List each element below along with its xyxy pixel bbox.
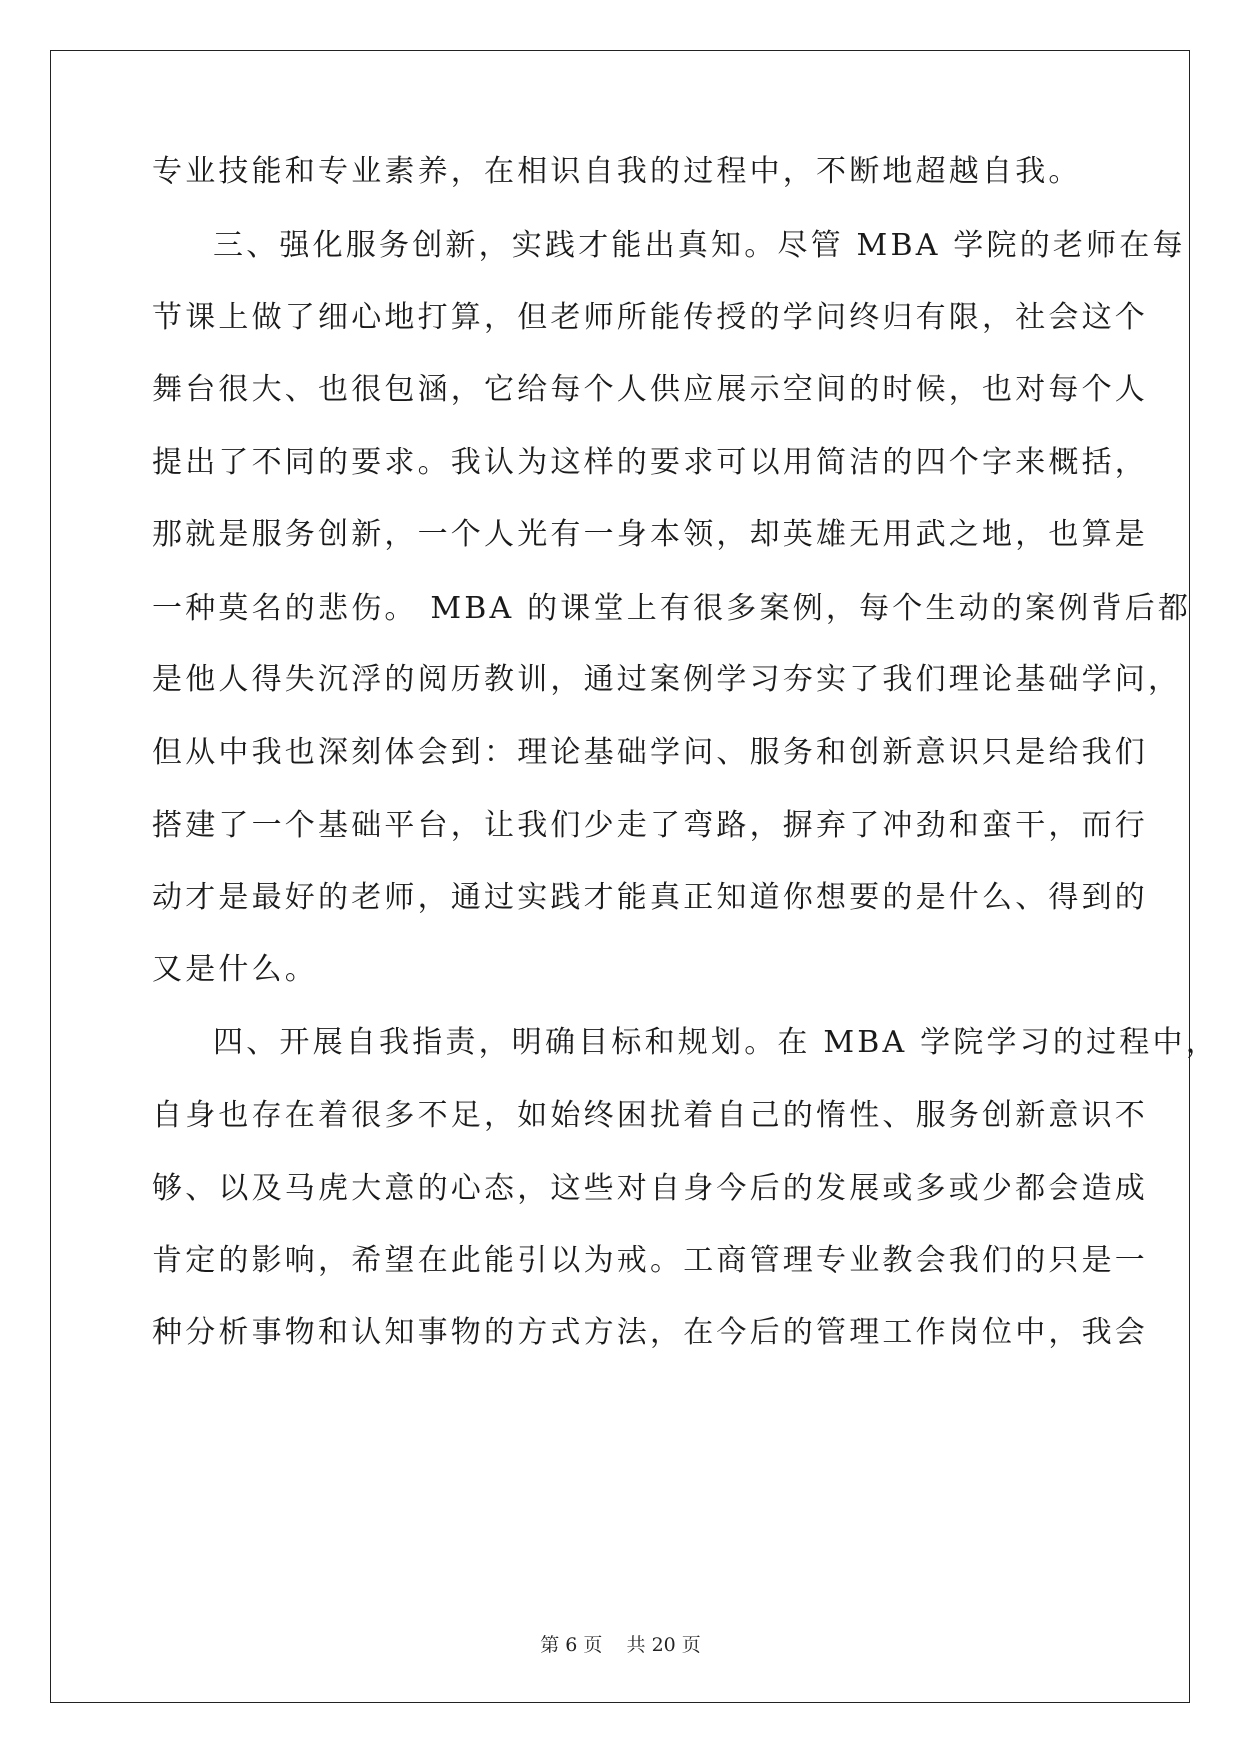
text-line: 提出了不同的要求。我认为这样的要求可以用简洁的四个字来概括， — [152, 445, 1148, 480]
paragraph-heading-4: 四、开展自我指责，明确目标和规划。在 MBA 学院学习的过程中， — [213, 1025, 1219, 1060]
text-line: 舞台很大、也很包涵，它给每个人供应展示空间的时候，也对每个人 — [152, 372, 1148, 407]
text-line: 一种莫名的悲伤。 MBA 的课堂上有很多案例，每个生动的案例背后都 — [152, 591, 1192, 626]
text-line: 自身也存在着很多不足，如始终困扰着自己的惰性、服务创新意识不 — [152, 1098, 1148, 1133]
text-line: 搭建了一个基础平台，让我们少走了弯路，摒弃了冲劲和蛮干，而行 — [152, 808, 1148, 843]
page-total: 共 20 页 — [626, 1634, 701, 1656]
text-line: 那就是服务创新，一个人光有一身本领，却英雄无用武之地，也算是 — [152, 517, 1148, 552]
text-line: 但从中我也深刻体会到：理论基础学问、服务和创新意识只是给我们 — [152, 735, 1148, 770]
page-number: 第 6 页 — [540, 1634, 603, 1656]
text-line: 动才是最好的老师，通过实践才能真正知道你想要的是什么、得到的 — [152, 880, 1148, 915]
text-line: 种分析事物和认知事物的方式方法，在今后的管理工作岗位中，我会 — [152, 1315, 1148, 1350]
text-line: 够、以及马虎大意的心态，这些对自身今后的发展或多或少都会造成 — [152, 1171, 1148, 1206]
text-line: 是他人得失沉浮的阅历教训，通过案例学习夯实了我们理论基础学问， — [152, 662, 1182, 697]
page-footer — [0, 1630, 1241, 1657]
paragraph-heading-3: 三、强化服务创新，实践才能出真知。尽管 MBA 学院的老师在每 — [213, 228, 1186, 263]
text-line: 专业技能和专业素养，在相识自我的过程中，不断地超越自我。 — [152, 154, 1082, 189]
text-line: 肯定的影响，希望在此能引以为戒。工商管理专业教会我们的只是一 — [152, 1243, 1148, 1278]
text-line: 节课上做了细心地打算，但老师所能传授的学问终归有限，社会这个 — [152, 300, 1148, 335]
text-line: 又是什么。 — [152, 952, 318, 987]
